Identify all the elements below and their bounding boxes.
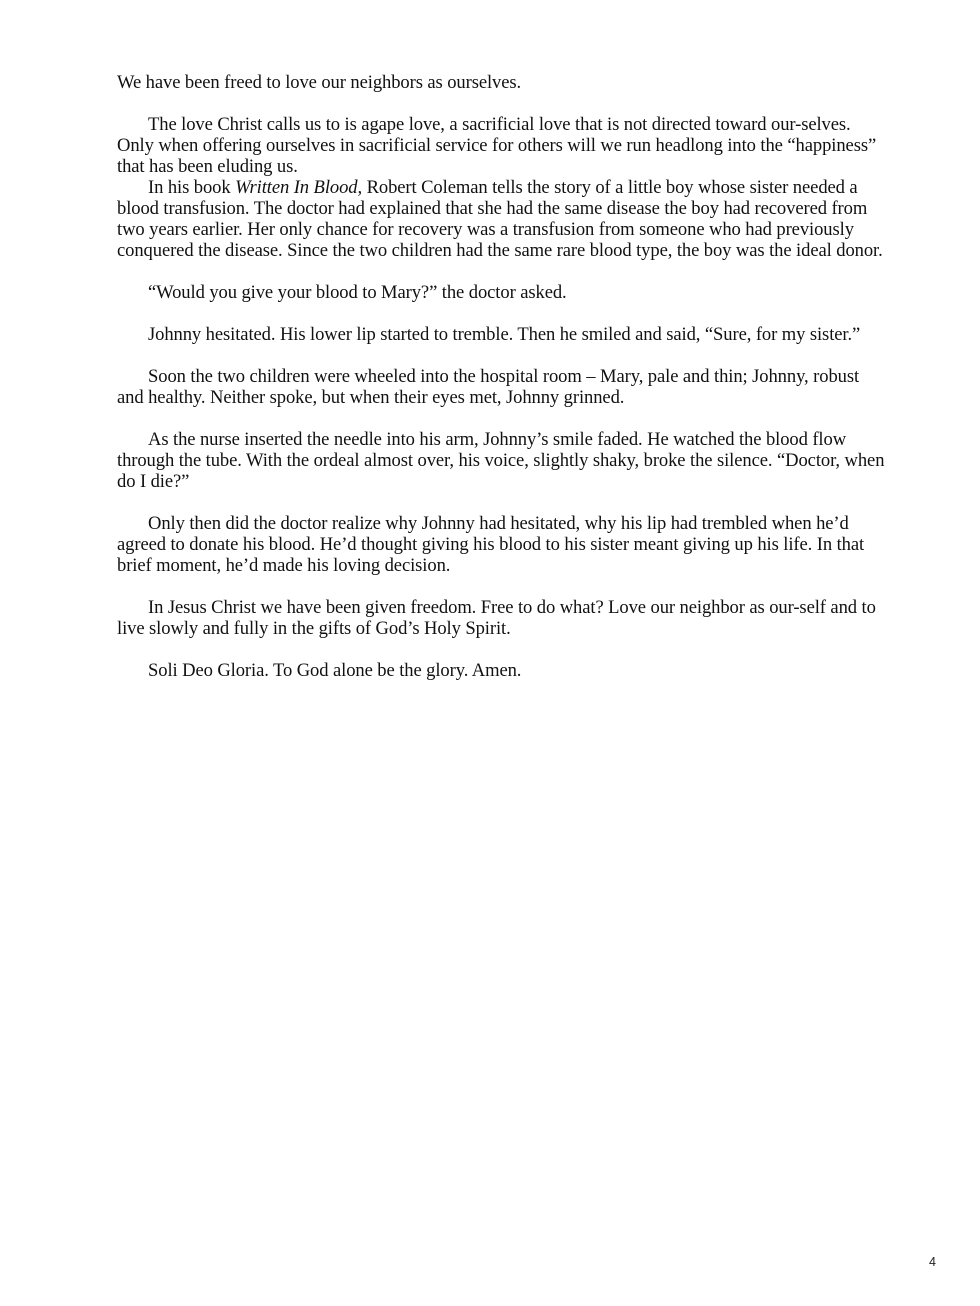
paragraph-agape-love: The love Christ calls us to is agape love, a sacrificial love that is not directed toward our-selves. Only when offering ourselves in sacrificial service for others will we run headlong into the “happiness” that has been eluding us.: [117, 114, 877, 177]
story-intro-text: Robert Coleman tells the story of a little boy whose sister needed a blood transfusion. The doctor had explained that she had the same disease the boy had recovered from two years earlier. Her only chance for recovery was a transfusion from someone who had previously conquered the disease. Since the two children had the same rare blood type, the boy was the ideal donor.: [117, 177, 883, 261]
paragraph-doctor-realize: Only then did the doctor realize why Johnny had hesitated, why his lip had trembled when he’d agreed to donate his blood. He’d thought giving his blood to his sister meant giving up his life. In that brief moment, he’d made his loving decision.: [117, 513, 865, 576]
paragraph-freed-to-love: We have been freed to love our neighbors as ourselves.: [117, 72, 522, 93]
paragraph-doctor-question: “Would you give your blood to Mary?” the doctor asked.: [148, 282, 567, 303]
paragraph-hospital-room: Soon the two children were wheeled into the hospital room – Mary, pale and thin; Johnny, robust and healthy. Neither spoke, but when their eyes met, Johnny grinned.: [117, 366, 860, 408]
paragraph-needle: As the nurse inserted the needle into his arm, Johnny’s smile faded. He watched the blood flow through the tube. With the ordeal almost over, his voice, slightly shaky, broke the silence. “Doctor, when do I die?”: [117, 429, 885, 492]
book-title: Written In Blood,: [235, 177, 363, 198]
paragraph-soli-deo-gloria: Soli Deo Gloria. To God alone be the glory. Amen.: [148, 660, 522, 681]
paragraph-freedom: In Jesus Christ we have been given freedom. Free to do what? Love our neighbor as our-self and to live slowly and fully in the gifts of God’s Holy Spirit.: [117, 597, 876, 639]
paragraph-johnny-hesitated: Johnny hesitated. His lower lip started to tremble. Then he smiled and said, “Sure, for my sister.”: [148, 324, 861, 345]
body-text: [117, 72, 887, 681]
paragraph-written-in-blood: [117, 177, 887, 261]
page-number: 4: [929, 1255, 936, 1269]
book-intro-text: In his book: [148, 177, 236, 198]
